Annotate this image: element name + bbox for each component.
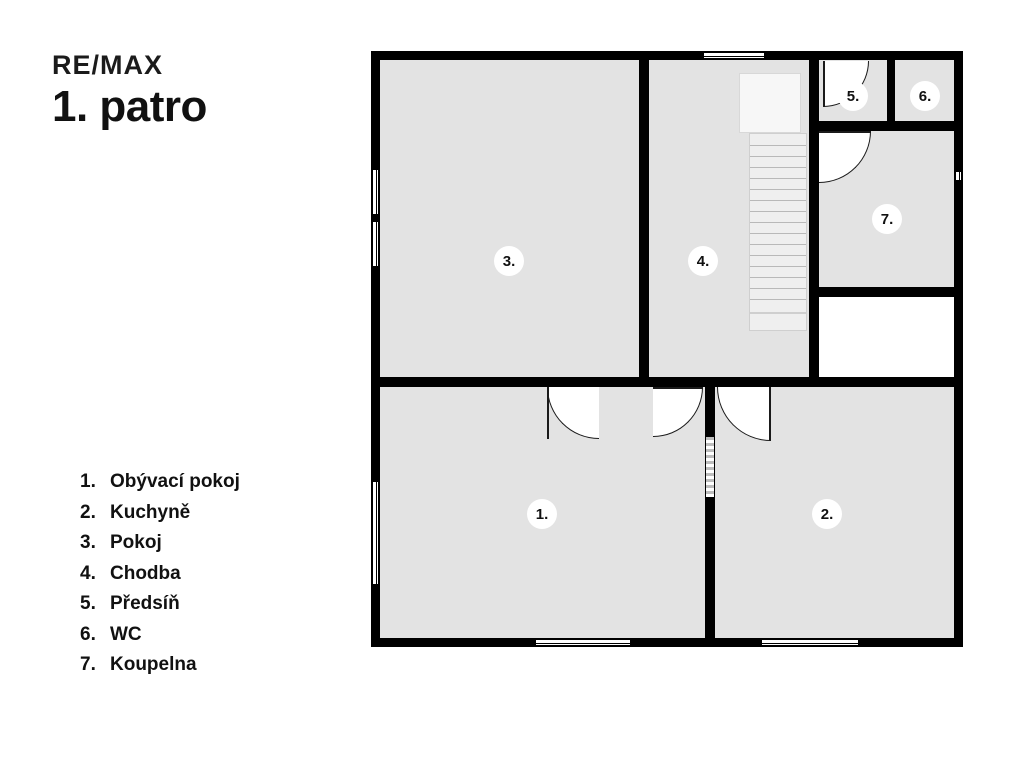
legend-number: 3. xyxy=(80,532,96,553)
legend-label: Chodba xyxy=(110,562,181,584)
interior-wall-vertical-wc xyxy=(887,51,895,123)
legend-label: Obývací pokoj xyxy=(110,471,240,492)
window-room3-left-upper xyxy=(372,169,379,215)
room-badge-7: 7. xyxy=(872,204,902,234)
stairs xyxy=(749,133,807,313)
list-item xyxy=(80,533,340,552)
legend-number: 2. xyxy=(80,501,96,523)
exterior-wall-bottom xyxy=(371,638,963,647)
door-opening-marker xyxy=(706,437,714,497)
door-leaf-room3 xyxy=(547,387,549,439)
list-item xyxy=(80,625,340,644)
floor-plan xyxy=(371,51,971,648)
legend-label: Koupelna xyxy=(110,654,197,675)
legend-number: 6. xyxy=(80,623,96,645)
stairs-bottom-landing xyxy=(749,313,807,331)
window-room1-left xyxy=(372,481,379,585)
room-3-area xyxy=(379,59,639,377)
interior-wall-horizontal-bath-top xyxy=(809,121,963,131)
exterior-wall-top xyxy=(371,51,963,60)
interior-wall-horizontal-bath-bottom xyxy=(809,287,963,297)
window-room2-bottom xyxy=(761,639,859,646)
legend-label: Předsíň xyxy=(110,593,180,614)
interior-wall-vertical-room1-room2 xyxy=(705,377,715,647)
window-room3-left-lower xyxy=(372,221,379,267)
list-item xyxy=(80,503,340,522)
window-hall-top xyxy=(703,52,765,59)
window-room1-bottom xyxy=(535,639,631,646)
room-badge-1: 1. xyxy=(527,499,557,529)
legend-number: 7. xyxy=(80,654,96,675)
legend-label: WC xyxy=(110,623,142,645)
room-badge-4: 4. xyxy=(688,246,718,276)
interior-wall-vertical-room3-room4 xyxy=(639,51,649,387)
interior-wall-vertical-hall-bath xyxy=(809,51,819,387)
legend-number: 1. xyxy=(80,471,96,492)
exterior-wall-right xyxy=(954,51,963,647)
list-item xyxy=(80,564,340,583)
door-leaf-room2 xyxy=(769,387,771,441)
door-leaf-room1 xyxy=(653,387,703,389)
legend-label: Kuchyně xyxy=(110,501,191,523)
room-badge-2: 2. xyxy=(812,499,842,529)
legend-label: Pokoj xyxy=(110,532,162,553)
door-leaf-room5 xyxy=(823,61,825,107)
stairs-landing xyxy=(739,73,801,133)
list-item xyxy=(80,472,340,491)
room-badge-3: 3. xyxy=(494,246,524,276)
door-leaf-room7 xyxy=(819,131,871,133)
window-bathroom-right xyxy=(955,171,962,181)
room-legend xyxy=(80,472,340,686)
page-title: 1. patro xyxy=(52,82,207,131)
list-item xyxy=(80,655,340,674)
list-item xyxy=(80,594,340,613)
room-badge-6: 6. xyxy=(910,81,940,111)
legend-number: 5. xyxy=(80,593,96,614)
remax-logo: RE/MAX xyxy=(52,50,164,80)
branding-block xyxy=(52,52,352,129)
legend-number: 4. xyxy=(80,562,96,584)
room-badge-5: 5. xyxy=(838,81,868,111)
interior-wall-horizontal-mid xyxy=(371,377,963,387)
